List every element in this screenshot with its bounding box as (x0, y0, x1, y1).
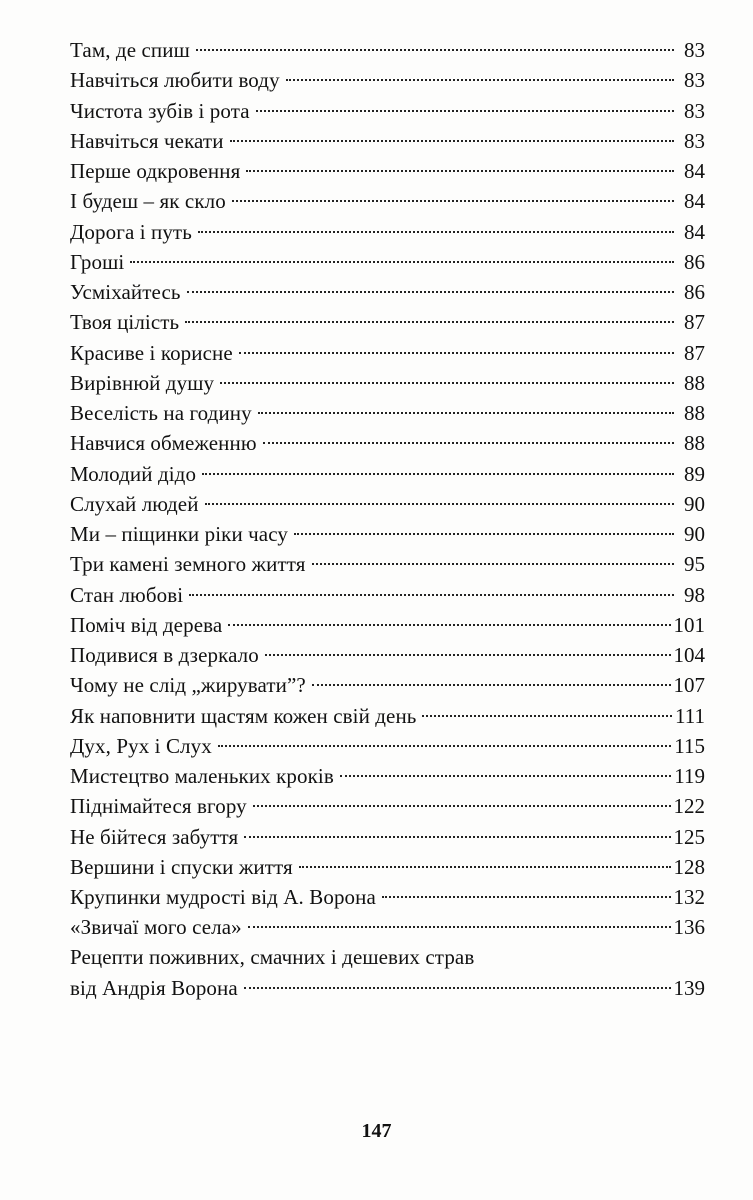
toc-entry-page: 111 (675, 703, 705, 728)
toc-entry-title: Веселість на годину (70, 401, 252, 425)
toc-entry-title: Вирівнюй душу (70, 370, 215, 395)
toc-entry-title: Дорога і путь (70, 219, 192, 244)
toc-entry-title: Гроші (70, 249, 125, 274)
page-number: 147 (361, 1120, 392, 1142)
dot-leader (422, 694, 672, 717)
toc-entry-page: 84 (684, 189, 705, 214)
toc-entry-title: Навчіться чекати (70, 128, 224, 153)
toc-entry-title: Не бійтеся забуття (70, 824, 239, 849)
toc-entry-page: 90 (684, 522, 705, 546)
dot-leader (244, 815, 670, 838)
toc-entry-page: 101 (673, 612, 705, 637)
toc-entry-page: 86 (684, 249, 705, 274)
toc-entry-title: Твоя цілість (70, 310, 180, 335)
dot-leader (189, 573, 674, 596)
toc-entry-page: 83 (684, 68, 705, 93)
toc-entry-title: Чому не слід „жирувати”? (70, 673, 306, 698)
toc-entry-page: 115 (674, 733, 705, 758)
toc-entry-title: Три камені земного життя (70, 552, 306, 577)
toc-entry-title: від Андрія Ворона (70, 975, 238, 1000)
dot-leader (205, 482, 674, 505)
dot-leader (198, 210, 674, 233)
toc-entry-title: Навчіться любити воду (70, 68, 280, 93)
dot-leader (202, 452, 674, 475)
toc-entry-title: Перше одкровення (70, 159, 241, 183)
dot-leader (265, 633, 671, 656)
toc-entry-title: Подивися в дзеркало (70, 643, 259, 667)
toc-entry-page: 88 (684, 431, 705, 456)
toc-entry-page: 88 (684, 401, 705, 425)
toc-entry-page: 95 (684, 552, 705, 577)
toc-entry-page: 89 (684, 461, 705, 486)
toc-entry-title: Поміч від дерева (70, 612, 223, 637)
dot-leader (382, 875, 671, 898)
dot-leader (294, 512, 674, 535)
toc-entry-title: Дух, Рух і Слух (70, 733, 212, 758)
toc-entry-page: 83 (684, 98, 705, 123)
dot-leader (232, 179, 674, 202)
toc-entry-page: 87 (684, 340, 705, 365)
toc-entry-title: Вершини і спуски життя (70, 854, 293, 879)
toc-entry-page: 139 (673, 975, 705, 1000)
toc-entry-page: 86 (684, 280, 705, 304)
toc-entry-page: 84 (684, 159, 705, 183)
table-of-contents (70, 34, 705, 1002)
toc-entry-title: Стан любові (70, 582, 184, 607)
toc-entry-title: Усміхайтесь (70, 280, 181, 304)
dot-leader (256, 89, 674, 112)
toc-entry-page: 104 (673, 643, 705, 667)
toc-entry-page: 84 (684, 219, 705, 244)
dot-leader (218, 724, 671, 747)
dot-leader (187, 270, 674, 293)
toc-entry-title: Мистецтво маленьких кроків (70, 764, 334, 788)
toc-entry (70, 911, 705, 941)
dot-leader (228, 603, 670, 626)
toc-entry-title: Навчися обмеженню (70, 431, 257, 456)
dot-leader (263, 421, 674, 444)
toc-entry-title: Там, де спиш (70, 38, 190, 62)
toc-entry-page: 87 (684, 310, 705, 335)
toc-entry-multiline-second (70, 972, 705, 1002)
toc-entry-page: 88 (684, 370, 705, 395)
toc-entry-title: І будеш – як скло (70, 189, 226, 214)
dot-leader (312, 542, 674, 565)
dot-leader (253, 784, 671, 807)
toc-entry-page: 122 (673, 794, 705, 819)
toc-entry-title: Ми – піщинки ріки часу (70, 522, 288, 546)
dot-leader (196, 28, 674, 51)
dot-leader (286, 58, 674, 81)
dot-leader (185, 300, 674, 323)
toc-entry-page: 90 (684, 491, 705, 516)
toc-entry-page: 83 (684, 38, 705, 62)
dot-leader (340, 754, 671, 777)
toc-entry-page: 125 (673, 824, 705, 849)
dot-leader (239, 331, 674, 354)
toc-entry-title: Красиве і корисне (70, 340, 233, 365)
dot-leader (312, 663, 671, 686)
dot-leader (299, 845, 671, 868)
toc-entry-title: Піднімайтеся вгору (70, 794, 247, 819)
toc-entry-title: «Звичаї мого села» (70, 915, 242, 940)
toc-entry-title: Рецепти поживних, смачних і дешевих страв (70, 944, 475, 969)
toc-entry-title: Крупинки мудрості від А. Ворона (70, 885, 376, 909)
toc-entry-title: Як наповнити щастям кожен свій день (70, 703, 417, 728)
toc-entry-page: 98 (684, 582, 705, 607)
dot-leader (248, 905, 671, 928)
toc-entry-page: 83 (684, 128, 705, 153)
dot-leader (258, 391, 674, 414)
toc-entry-page: 128 (673, 854, 705, 879)
dot-leader (130, 240, 674, 263)
toc-entry-page: 132 (673, 885, 705, 909)
toc-entry-title: Чистота зубів і рота (70, 98, 250, 123)
toc-entry-page: 136 (673, 915, 705, 940)
dot-leader (220, 361, 674, 384)
toc-entry-title: Слухай людей (70, 491, 199, 516)
dot-leader (230, 119, 674, 142)
toc-entry-title: Молодий дідо (70, 461, 197, 486)
dot-leader (246, 149, 674, 172)
toc-entry-page: 107 (673, 673, 705, 698)
toc-entry-page: 119 (674, 764, 705, 788)
dot-leader (244, 966, 671, 989)
